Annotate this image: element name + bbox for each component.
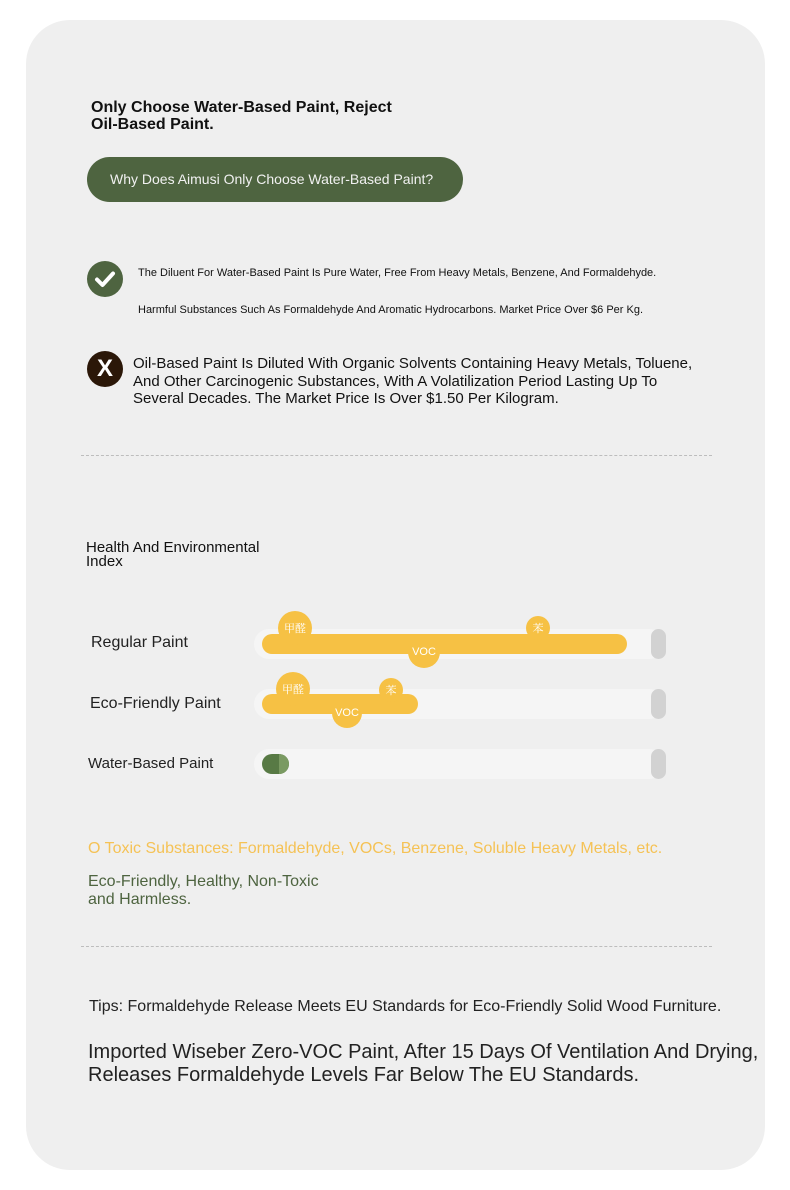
x-glyph: X	[96, 355, 113, 382]
water-based-paint-fill	[262, 754, 289, 774]
voc-bubble: VOC	[408, 636, 440, 668]
imported-paint-text: Imported Wiseber Zero-VOC Paint, After 15 Days Of Ventilation And Drying, Releases Formaldehyde Levels Far Below The EU Standards.	[88, 1041, 759, 1086]
oil-based-description: Oil-Based Paint Is Diluted With Organic Solvents Containing Heavy Metals, Toluene, And Other Carcinogenic Substances, With A Volatilization Period Lasting Up To Several Decades. The Market Price Is Over $1.50 Per Kilogram.	[133, 355, 693, 407]
divider	[81, 455, 712, 456]
eco-friendly-note: Eco-Friendly, Healthy, Non-Toxic and Harmless.	[88, 873, 319, 908]
formaldehyde-bubble: 甲醛	[278, 611, 312, 645]
regular-paint-fill	[262, 634, 627, 654]
water-based-line-2: Harmful Substances Such As Formaldehyde And Aromatic Hydrocarbons. Market Price Over $6 Per Kg.	[138, 304, 644, 316]
page-title: Only Choose Water-Based Paint, Reject Oil-Based Paint.	[91, 99, 392, 133]
row-label-regular-paint: Regular Paint	[91, 634, 188, 651]
bar-end-cap	[651, 629, 666, 659]
bar-end-cap	[651, 689, 666, 719]
water-based-line-1: The Diluent For Water-Based Paint Is Pure Water, Free From Heavy Metals, Benzene, And Formaldehyde.	[138, 267, 657, 279]
divider	[81, 946, 712, 947]
benzene-bubble: 苯	[379, 678, 403, 702]
water-based-paint-bar	[254, 749, 664, 779]
voc-bubble: VOC	[332, 698, 362, 728]
check-icon	[87, 261, 123, 297]
eco-friendly-paint-bar	[254, 689, 664, 719]
formaldehyde-bubble: 甲醛	[276, 672, 310, 706]
x-icon	[87, 351, 123, 387]
benzene-bubble: 苯	[526, 616, 550, 640]
row-label-eco-friendly-paint: Eco-Friendly Paint	[90, 695, 221, 712]
toxic-substances-note: O Toxic Substances: Formaldehyde, VOCs, Benzene, Soluble Heavy Metals, etc.	[88, 840, 663, 857]
index-title: Health And Environmental Index	[86, 539, 260, 570]
bar-end-cap	[651, 749, 666, 779]
tips-text: Tips: Formaldehyde Release Meets EU Standards for Eco-Friendly Solid Wood Furniture.	[89, 998, 722, 1015]
row-label-water-based-paint: Water-Based Paint	[88, 755, 214, 772]
regular-paint-bar	[254, 629, 664, 659]
why-water-based-button[interactable]: Why Does Aimusi Only Choose Water-Based Paint?	[87, 157, 463, 202]
